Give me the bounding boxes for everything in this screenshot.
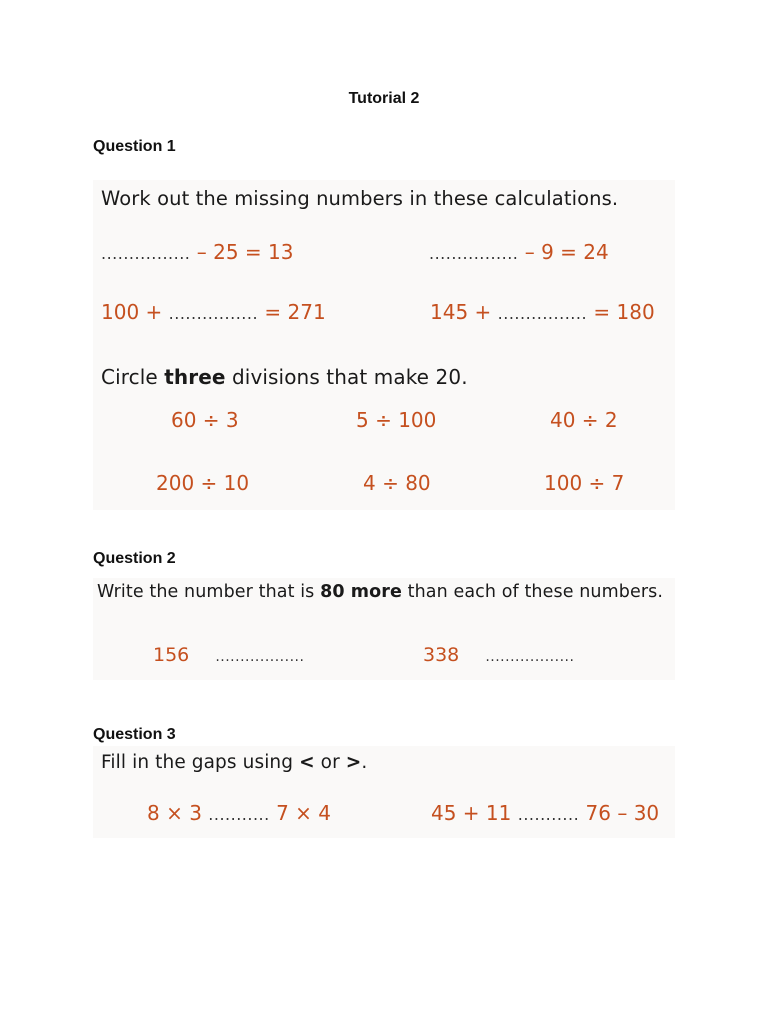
answer-blank[interactable]: ................	[497, 304, 588, 323]
q2-item-2	[423, 644, 574, 666]
answer-blank[interactable]: ..................	[485, 649, 575, 665]
division-option[interactable]: 200 ÷ 10	[156, 471, 250, 495]
q2-number: 156	[153, 644, 190, 666]
q2-item-1	[153, 644, 304, 666]
q2-instruction: Write the number that is 80 more than each of these numbers.	[97, 582, 664, 602]
answer-blank[interactable]: ................	[101, 244, 191, 263]
answer-blank[interactable]: ...........	[517, 805, 580, 824]
question-1-label: Question 1	[93, 138, 176, 155]
q2-number: 338	[423, 644, 460, 666]
division-option[interactable]: 100 ÷ 7	[544, 471, 625, 495]
question-1-panel	[93, 180, 675, 510]
answer-blank[interactable]: ..................	[215, 649, 305, 665]
division-option[interactable]: 5 ÷ 100	[356, 408, 437, 432]
answer-blank[interactable]: ...........	[208, 805, 270, 824]
division-option[interactable]: 40 ÷ 2	[550, 408, 618, 432]
division-option[interactable]: 4 ÷ 80	[363, 471, 431, 495]
answer-blank[interactable]: ................	[168, 304, 259, 323]
question-2-label: Question 2	[93, 550, 176, 567]
q1-equation-2: ................ – 9 = 24	[429, 240, 609, 264]
q1-equation-4: 145 + ................ = 180	[430, 300, 655, 324]
q3-comparison-1: 8 × 3 ........... 7 × 4	[147, 801, 332, 825]
division-option[interactable]: 60 ÷ 3	[171, 408, 239, 432]
q1-circle-instruction: Circle three divisions that make 20.	[101, 365, 468, 389]
q3-comparison-2: 45 + 11 ........... 76 – 30	[431, 801, 660, 825]
q1-equation-3: 100 + ................ = 271	[101, 300, 326, 324]
q1-equation-1: ................ – 25 = 13	[101, 240, 294, 264]
q1-instruction: Work out the missing numbers in these calculations.	[101, 187, 619, 210]
q3-instruction: Fill in the gaps using < or >.	[101, 752, 368, 773]
page-title: Tutorial 2	[348, 90, 420, 107]
question-3-label: Question 3	[93, 726, 176, 743]
answer-blank[interactable]: ................	[429, 244, 519, 263]
